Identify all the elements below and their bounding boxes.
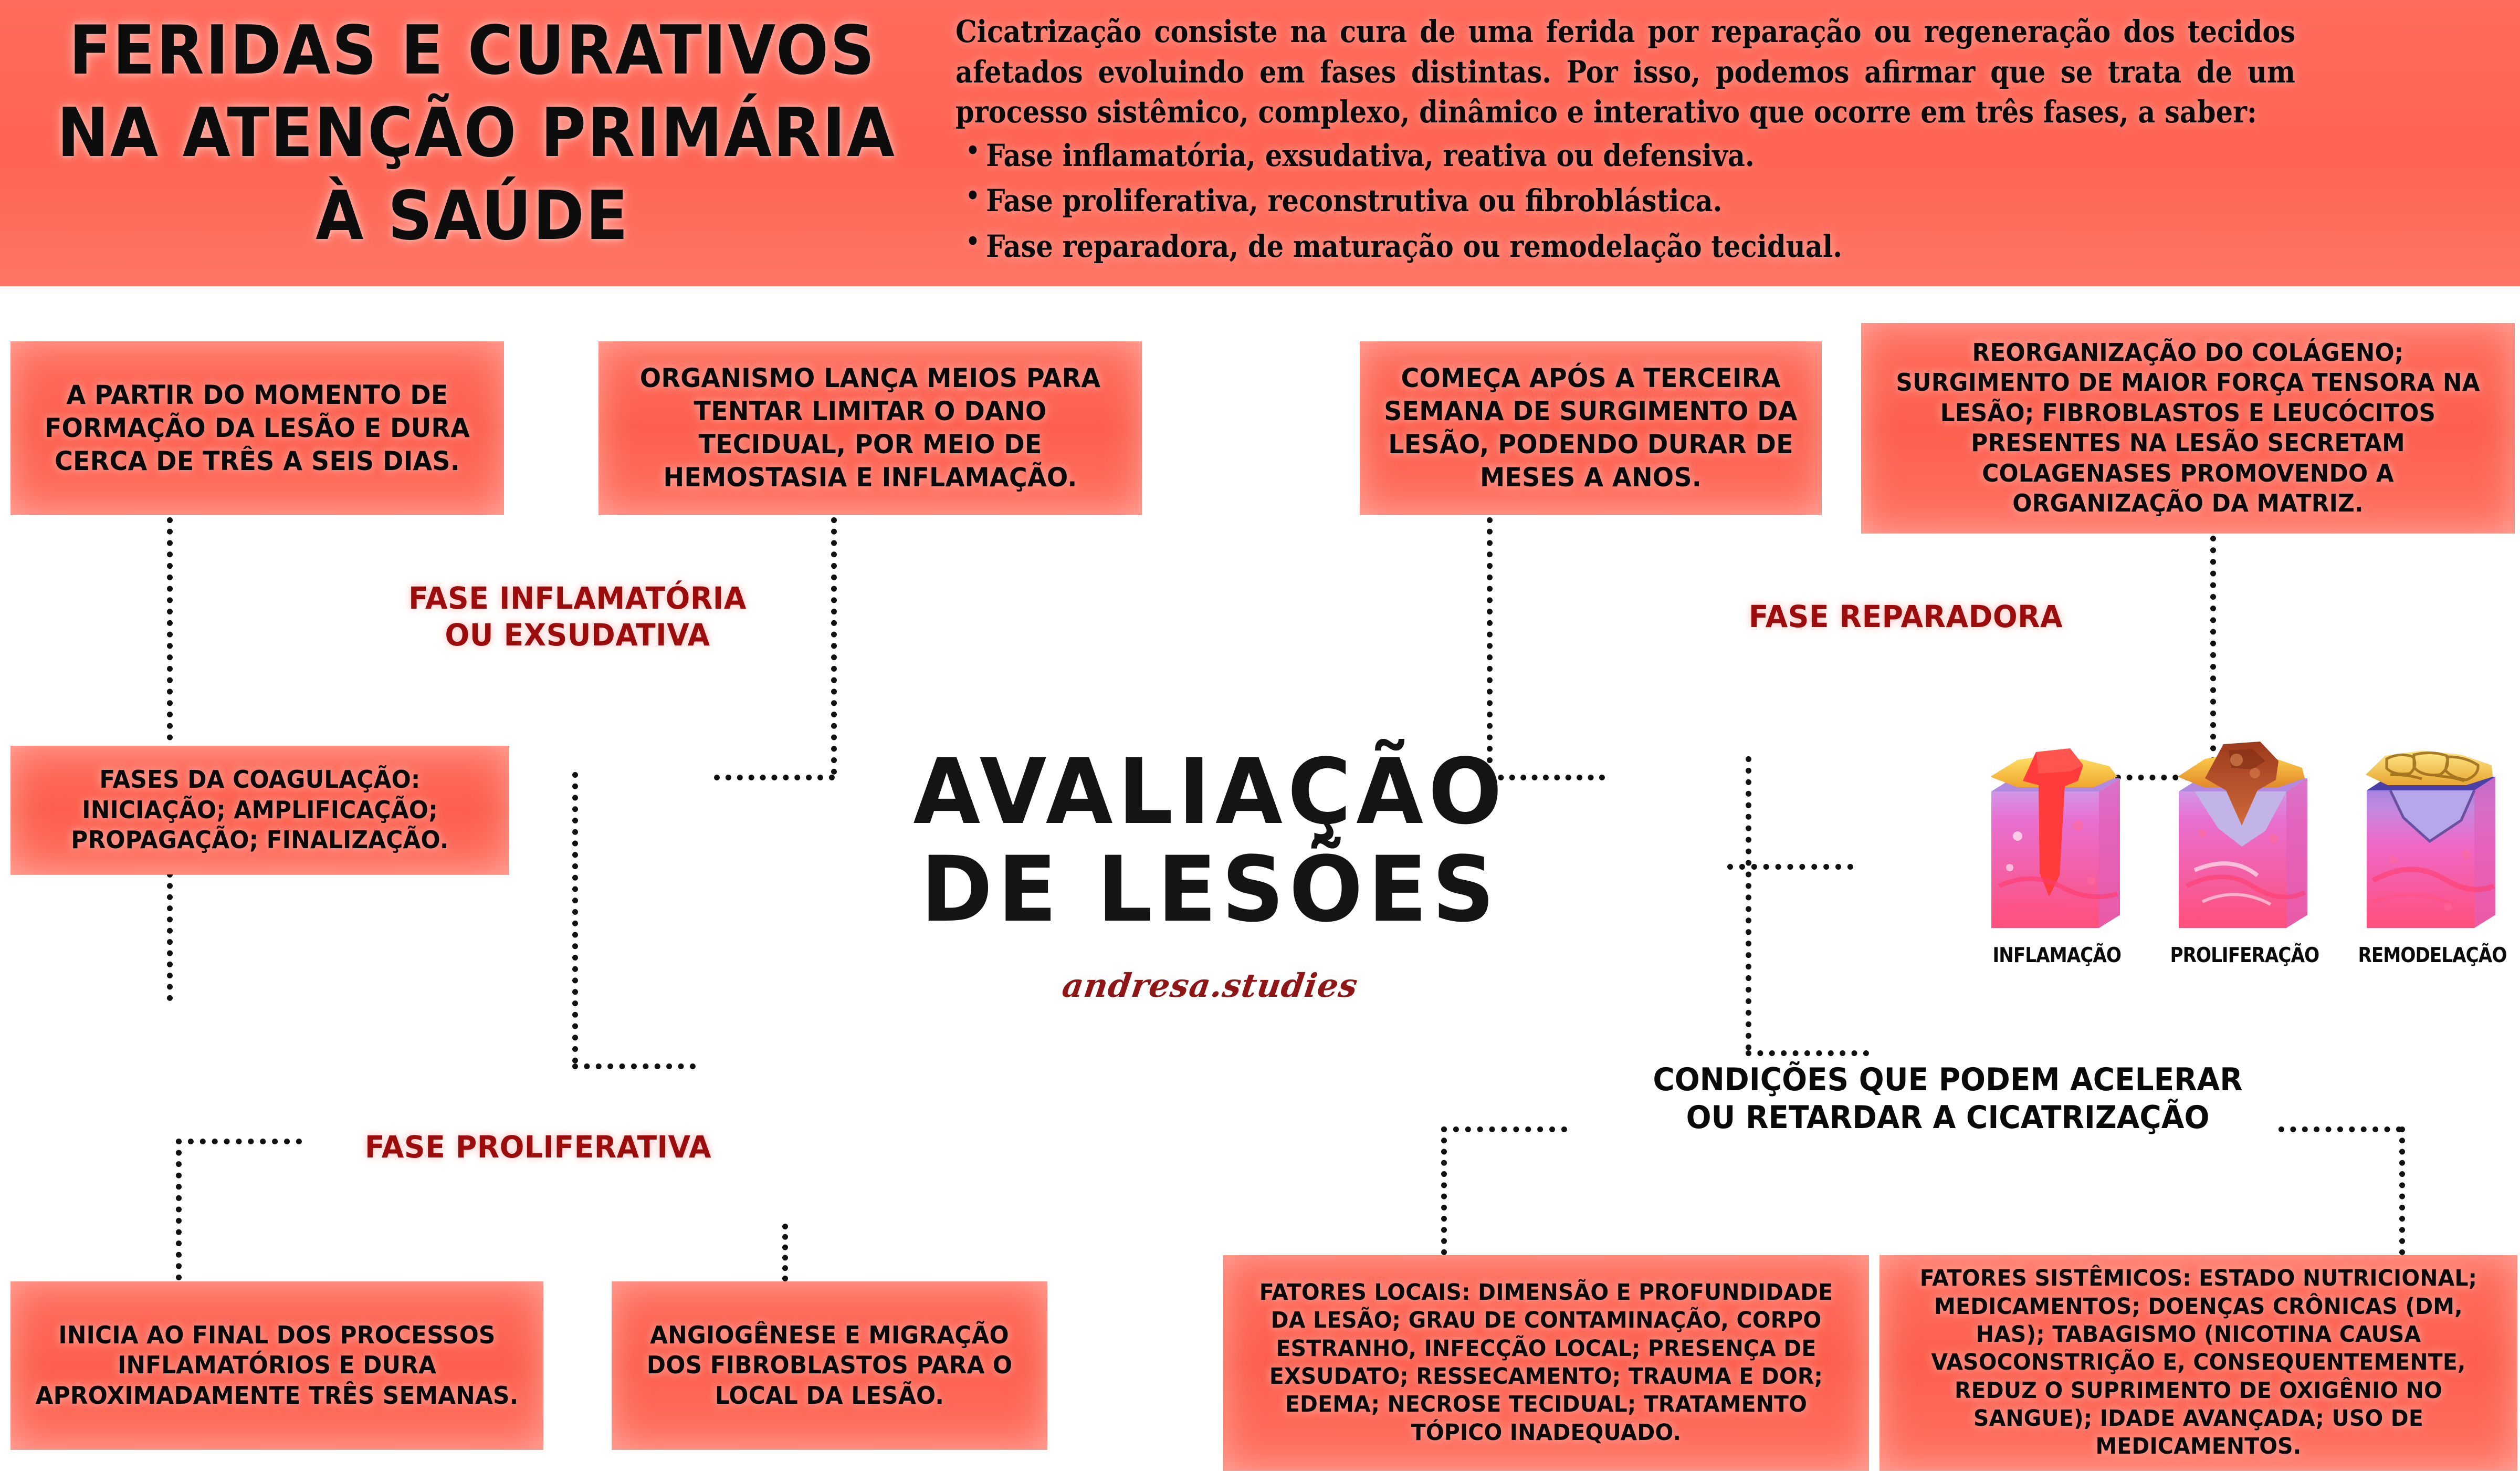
connector-vertical bbox=[167, 517, 173, 775]
section-heading-condicoes bbox=[1558, 1061, 2337, 1136]
connector-horizontal bbox=[572, 1063, 696, 1069]
phase-label-proliferativa: FASE PROLIFERATIVA bbox=[364, 1129, 711, 1165]
skin-cross-section-icon bbox=[2361, 728, 2503, 938]
connector-vertical bbox=[782, 1224, 788, 1281]
box-text: FASES DA COAGULAÇÃO: INICIAÇÃO; AMPLIFICAÇÃO; PROPAGAÇÃO; FINALIZAÇÃO. bbox=[71, 765, 449, 854]
wound-healing-diagram-row bbox=[1979, 735, 2510, 966]
skin-diagram-remodelacao bbox=[2355, 728, 2510, 966]
connector-vertical bbox=[1441, 1126, 1447, 1255]
connector-horizontal bbox=[2278, 1126, 2402, 1132]
header-description bbox=[956, 12, 2295, 272]
center-title bbox=[875, 739, 1546, 942]
section-heading-line-2: OU RETARDAR A CICATRIZAÇÃO bbox=[1686, 1099, 2210, 1136]
connector-horizontal bbox=[1727, 864, 1853, 870]
box-proliferativa-inicio bbox=[10, 1281, 543, 1449]
connector-horizontal bbox=[1746, 1050, 1869, 1056]
center-title-line-2: DE LESÕES bbox=[920, 836, 1500, 942]
list-item: • Fase reparadora, de maturação ou remodelação tecidual. bbox=[986, 226, 2295, 267]
skin-diagram-caption: INFLAMAÇÃO bbox=[1992, 943, 2121, 968]
phase-label-reparadora: FASE REPARADORA bbox=[1748, 599, 2063, 634]
box-text: A PARTIR DO MOMENTO DE FORMAÇÃO DA LESÃO E DURA CERCA DE TRÊS A SEIS DIAS. bbox=[44, 379, 470, 476]
section-heading-line-1: CONDIÇÕES QUE PODEM ACELERAR bbox=[1653, 1061, 2243, 1098]
connector-vertical bbox=[831, 517, 837, 775]
connector-vertical bbox=[176, 1139, 182, 1280]
connector-vertical bbox=[1746, 756, 1751, 1050]
phase-label-line-1: FASE INFLAMATÓRIA bbox=[408, 580, 747, 616]
skin-diagram-caption: REMODELAÇÃO bbox=[2357, 943, 2507, 968]
skin-diagram-caption: PROLIFERAÇÃO bbox=[2170, 943, 2319, 968]
box-text: FATORES LOCAIS: DIMENSÃO E PROFUNDIDADE DA LESÃO; GRAU DE CONTAMINAÇÃO, CORPO ESTRANHO, INFECÇÃO LOCAL; PRESENÇA DE EXSUDATO; RESSECAMENTO; TRAUMA E DOR; EDEMA; NECROSE TECIDUAL; TRATAMENTO TÓPICO INADEQUADO. bbox=[1259, 1279, 1833, 1446]
skin-cross-section-icon bbox=[2174, 728, 2315, 938]
box-inflamatoria-duracao bbox=[10, 341, 504, 515]
connector-horizontal bbox=[176, 1139, 302, 1144]
phase-label-inflamatoria bbox=[328, 580, 827, 653]
box-text: FATORES SISTÊMICOS: ESTADO NUTRICIONAL; MEDICAMENTOS; DOENÇAS CRÔNICAS (DM, HAS); TABAGISMO (NICOTINA CAUSA VASOCONSTRIÇÃO E, CONSEQUENTEMENTE, REDUZ O SUPRIMENTO DE OXIGÊNIO NO SANGUE); IDADE AVANÇADA; USO DE MEDICAMENTOS. bbox=[1919, 1265, 2477, 1460]
header-band bbox=[0, 0, 2520, 286]
box-reparadora-inicio bbox=[1360, 341, 1822, 515]
center-title-line-1: AVALIAÇÃO bbox=[913, 739, 1507, 844]
box-proliferativa-angiogenese bbox=[612, 1281, 1047, 1449]
list-item: • Fase proliferativa, reconstrutiva ou fibroblástica. bbox=[986, 181, 2295, 221]
list-item: • Fase inflamatória, exsudativa, reativa ou defensiva. bbox=[986, 135, 2295, 176]
page-title bbox=[57, 9, 896, 257]
box-inflamatoria-organismo bbox=[598, 341, 1142, 515]
page-title-line-1: FERIDAS E CURATIVOS bbox=[69, 12, 876, 90]
connector-vertical bbox=[2399, 1126, 2405, 1255]
connector-horizontal bbox=[1441, 1126, 1567, 1132]
box-fatores-sistemicos bbox=[1880, 1255, 2517, 1470]
author-signature: andresa.studies bbox=[1059, 966, 1361, 1005]
phase-label-line-2: OU EXSUDATIVA bbox=[445, 617, 710, 653]
page-title-line-3: À SAÚDE bbox=[316, 176, 629, 255]
connector-horizontal bbox=[714, 775, 835, 780]
skin-diagram-inflamacao bbox=[1979, 728, 2134, 966]
box-reparadora-colageno bbox=[1861, 323, 2515, 533]
box-text: ORGANISMO LANÇA MEIOS PARA TENTAR LIMITAR O DANO TECIDUAL, POR MEIO DE HEMOSTASIA E INFLAMAÇÃO. bbox=[639, 363, 1101, 493]
box-fatores-locais bbox=[1223, 1255, 1869, 1470]
connector-vertical bbox=[572, 772, 578, 1063]
intro-paragraph: Cicatrização consiste na cura de uma ferida por reparação ou regeneração dos tecidos afetados evoluindo em fases distintas. Por isso, podemos afirmar que se trata de um processo sistêmico, complexo, dinâmico e interativo que ocorre em três fases, a saber: bbox=[956, 14, 2295, 130]
box-text: ANGIOGÊNESE E MIGRAÇÃO DOS FIBROBLASTOS PARA O LOCAL DA LESÃO. bbox=[646, 1320, 1013, 1410]
phase-bullet-list bbox=[956, 135, 2295, 267]
box-fases-coagulacao bbox=[10, 746, 509, 874]
box-text: INICIA AO FINAL DOS PROCESSOS INFLAMATÓRIOS E DURA APROXIMADAMENTE TRÊS SEMANAS. bbox=[35, 1320, 519, 1410]
box-text: COMEÇA APÓS A TERCEIRA SEMANA DE SURGIMENTO DA LESÃO, PODENDO DURAR DE MESES A ANOS. bbox=[1384, 363, 1798, 493]
box-text: REORGANIZAÇÃO DO COLÁGENO; SURGIMENTO DE MAIOR FORÇA TENSORA NA LESÃO; FIBROBLASTOS E LEUCÓCITOS PRESENTES NA LESÃO SECRETAM COLAGENASES PROMOVENDO A ORGANIZAÇÃO DA MATRIZ. bbox=[1896, 338, 2480, 517]
skin-cross-section-icon bbox=[1986, 728, 2128, 938]
skin-diagram-proliferacao bbox=[2167, 728, 2322, 966]
connector-vertical bbox=[1487, 517, 1493, 775]
page-title-line-2: NA ATENÇÃO PRIMÁRIA bbox=[57, 94, 896, 173]
